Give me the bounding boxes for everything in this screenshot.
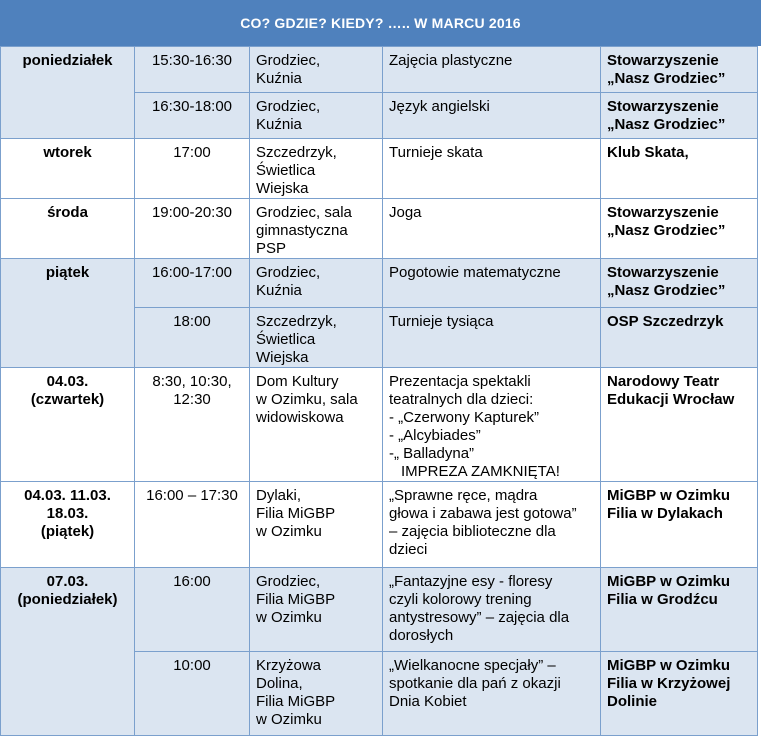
place-cell: Szczedrzyk, Świetlica Wiejska — [250, 139, 383, 199]
organizer-cell: Stowarzyszenie „Nasz Grodziec” — [601, 199, 758, 259]
table-row — [1, 139, 758, 199]
table-row — [1, 259, 758, 308]
activity-cell: „Sprawne ręce, mądra głowa i zabawa jest gotowa” – zajęcia biblioteczne dla dzieci — [383, 482, 601, 568]
time-cell: 16:30-18:00 — [135, 93, 250, 139]
activity-cell: „Wielkanocne specjały” – spotkanie dla pań z okazji Dnia Kobiet — [383, 652, 601, 736]
table-row — [1, 368, 758, 482]
organizer-cell: MiGBP w Ozimku Filia w Krzyżowej Dolinie — [601, 652, 758, 736]
time-cell: 15:30-16:30 — [135, 47, 250, 93]
organizer-cell: Stowarzyszenie „Nasz Grodziec” — [601, 47, 758, 93]
organizer-cell: Narodowy Teatr Edukacji Wrocław — [601, 368, 758, 482]
table-row — [1, 199, 758, 259]
activity-cell: Prezentacja spektakli teatralnych dla dzieci: - „Czerwony Kapturek” - „Alcybiades” -„ Balladyna” IMPREZA ZAMKNIĘTA! — [383, 368, 601, 482]
schedule-table — [0, 46, 758, 736]
day-cell: 07.03. (poniedziałek) — [1, 568, 135, 736]
place-cell: Grodziec, Kuźnia — [250, 259, 383, 308]
organizer-cell: MiGBP w Ozimku Filia w Grodźcu — [601, 568, 758, 652]
day-cell: środa — [1, 199, 135, 259]
time-cell: 8:30, 10:30, 12:30 — [135, 368, 250, 482]
organizer-cell: Stowarzyszenie „Nasz Grodziec” — [601, 93, 758, 139]
page-title — [0, 0, 761, 46]
table-row — [1, 47, 758, 93]
place-cell: Grodziec, Kuźnia — [250, 93, 383, 139]
time-cell: 19:00-20:30 — [135, 199, 250, 259]
table-row — [1, 482, 758, 568]
activity-cell: Język angielski — [383, 93, 601, 139]
day-cell: piątek — [1, 259, 135, 368]
time-cell: 17:00 — [135, 139, 250, 199]
place-cell: Grodziec, Kuźnia — [250, 47, 383, 93]
title-text: CO? GDZIE? KIEDY? ….. W MARCU 2016 — [240, 15, 521, 31]
organizer-cell: Klub Skata, — [601, 139, 758, 199]
time-cell: 18:00 — [135, 308, 250, 368]
place-cell: Dom Kultury w Ozimku, sala widowiskowa — [250, 368, 383, 482]
organizer-cell: Stowarzyszenie „Nasz Grodziec” — [601, 259, 758, 308]
place-cell: Dylaki, Filia MiGBP w Ozimku — [250, 482, 383, 568]
activity-cell: Joga — [383, 199, 601, 259]
day-cell: wtorek — [1, 139, 135, 199]
activity-cell: „Fantazyjne esy - floresy czyli kolorowy trening antystresowy” – zajęcia dla dorosłych — [383, 568, 601, 652]
time-cell: 16:00 — [135, 568, 250, 652]
organizer-cell: OSP Szczedrzyk — [601, 308, 758, 368]
organizer-cell: MiGBP w Ozimku Filia w Dylakach — [601, 482, 758, 568]
time-cell: 16:00-17:00 — [135, 259, 250, 308]
activity-cell: Zajęcia plastyczne — [383, 47, 601, 93]
day-cell: poniedziałek — [1, 47, 135, 139]
table-row — [1, 568, 758, 652]
activity-cell: Turnieje skata — [383, 139, 601, 199]
day-cell: 04.03. (czwartek) — [1, 368, 135, 482]
place-cell: Szczedrzyk, Świetlica Wiejska — [250, 308, 383, 368]
time-cell: 10:00 — [135, 652, 250, 736]
place-cell: Grodziec, sala gimnastyczna PSP — [250, 199, 383, 259]
activity-cell: Pogotowie matematyczne — [383, 259, 601, 308]
time-cell: 16:00 – 17:30 — [135, 482, 250, 568]
day-cell: 04.03. 11.03. 18.03. (piątek) — [1, 482, 135, 568]
place-cell: Krzyżowa Dolina, Filia MiGBP w Ozimku — [250, 652, 383, 736]
place-cell: Grodziec, Filia MiGBP w Ozimku — [250, 568, 383, 652]
activity-cell: Turnieje tysiąca — [383, 308, 601, 368]
